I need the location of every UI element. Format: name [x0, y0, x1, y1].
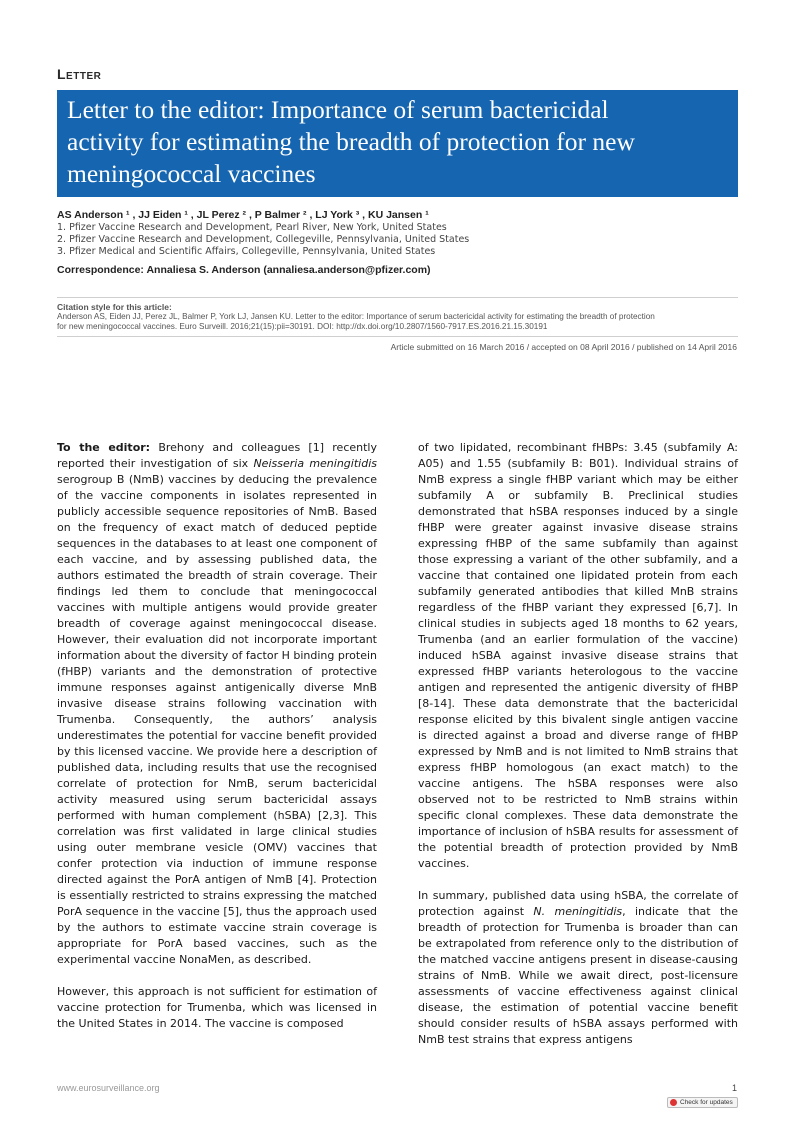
paragraph: However, this approach is not sufficient for estimation of vaccine protection for Trumenba, which was licensed in the United States in 2014. The vaccine is composed — [57, 985, 377, 1030]
article-dates: Article submitted on 16 March 2016 / accepted on 08 April 2016 / published on 14 April 2016 — [390, 342, 737, 352]
title-line: meningococcal vaccines — [67, 159, 316, 188]
divider — [57, 297, 738, 298]
body-column-left — [57, 440, 377, 1048]
affiliation: 3. Pfizer Medical and Scientific Affairs, Collegeville, Pennsylvania, United States — [57, 246, 436, 257]
affiliation: 2. Pfizer Vaccine Research and Development, Collegeville, Pennsylvania, United States — [57, 234, 470, 245]
title-line: activity for estimating the breadth of protection for new — [67, 127, 635, 156]
paragraph: To the editor: Brehony and colleagues [1] recently reported their investigation of six Neisseria meningitidis serogroup B (NmB) vaccines by deducing the prevalence of the vaccine components in isolates represented in publicly accessible sequence repositories of NmB. Based on the frequency of exact match of deduced peptide sequences in the databases to at least one component of each vaccine, and by assessing published data, the authors estimated the breadth of strain coverage. Their findings led them to conclude that meningococcal vaccines with multiple antigens would provide greater breadth of coverage against meningococcal disease. However, their evaluation did not incorporate important information about the diversity of factor H binding protein (fHBP) variants and the demonstration of protective immune responses against antigenically diverse MnB invasive disease strains following vaccination with Trumenba. Consequently, the authors’ analysis underestimates the potential for vaccine benefit provided by this licensed vaccine. We provide here a description of published data, including results that use the recognised correlate of protection for NmB, serum bactericidal activity measured using serum bactericidal assays performed with human complement (hSBA) [2,3]. This correlation was first validated in large clinical studies using outer membrane vesicle (OMV) vaccines that confer protection via induction of immune response directed against the PorA antigen of NmB [4]. Protection is essentially restricted to strains expressing the matched PorA sequence in the vaccine [5], thus the approach used by the authors to estimate vaccine strain coverage is appropriate for PorA based vaccines, such as the experimental vaccine NonaMen, as described. — [57, 441, 377, 966]
paragraph: of two lipidated, recombinant fHBPs: 3.45 (subfamily A: A05) and 1.55 (subfamily B: B01). Individual strains of NmB express a single fHBP variant which may be either subfamily A or subfamily B. Preclinical studies demonstrated that hSBA responses induced by a single fHBP were greater against invasive disease strains expressing fHBP of the same subfamily than against those expressing a variant of the other subfamily, and a vaccine that contained one lipidated protein from each subfamily generated antibodies that killed MnB strains regardless of the fHBP variant they expressed [6,7]. In clinical studies in subjects aged 18 months to 62 years, Trumenba (and an earlier formulation of the vaccine) induced hSBA against invasive disease strains that expressed fHBP variants heterologous to the vaccine antigen and represented the antigenic diversity of fHBP [8-14]. These data demonstrate that the bactericidal response elicited by this bivalent single antigen vaccine is directed against a broad and diverse range of fHBP expressed by NmB and is not limited to NmB strains that express fHBP homologous (an exact match) to the vaccine antigens. The hSBA responses were also observed not to be restricted to NmB strains within specific clonal complexes. These data demonstrate the importance of inclusion of hSBA results for assessment of the potential breadth of protection provided by NmB vaccines. — [418, 441, 738, 870]
check-updates-button[interactable] — [667, 1097, 738, 1108]
check-updates-label: Check for updates — [680, 1099, 733, 1106]
body-column-right — [418, 440, 738, 1064]
citation-text — [57, 312, 738, 332]
article-title — [57, 90, 738, 197]
section-label: Letter — [57, 66, 102, 82]
salutation: To the editor: — [57, 441, 151, 454]
page-number: 1 — [731, 1083, 737, 1093]
title-line: Letter to the editor: Importance of serum bactericidal — [67, 95, 609, 124]
divider — [57, 336, 738, 337]
affiliation: 1. Pfizer Vaccine Research and Development, Pearl River, New York, United States — [57, 222, 447, 233]
author-list: AS Anderson ¹ , JJ Eiden ¹ , JL Perez ² , P Balmer ² , LJ York ³ , KU Jansen ¹ — [57, 209, 429, 221]
update-check-icon — [670, 1099, 677, 1106]
citation-line: for new meningococcal vaccines. Euro Surveill. 2016;21(15):pii=30191. DOI: http://dx.doi.org/10.2807/1560-7917.ES.2016.21.15.30191 — [57, 322, 548, 331]
footer-url[interactable]: www.eurosurveillance.org — [57, 1083, 160, 1093]
citation-heading: Citation style for this article: — [57, 302, 172, 312]
correspondence: Correspondence: Annaliesa S. Anderson (annaliesa.anderson@pfizer.com) — [57, 264, 431, 276]
paragraph: In summary, published data using hSBA, the correlate of protection against N. meningitidis, indicate that the breadth of protection for Trumenba is broader than can be extrapolated from reference only to the distribution of the matched vaccine antigens present in disease-causing strains of NmB. While we await direct, post-licensure assessments of vaccine effectiveness against clinical disease, the estimation of potential vaccine benefit should consider results of hSBA assays performed with NmB test strains that express antigens — [418, 889, 738, 1046]
citation-line: Anderson AS, Eiden JJ, Perez JL, Balmer P, York LJ, Jansen KU. Letter to the editor: Importance of serum bactericidal activity for estimating the breadth of protection — [57, 312, 655, 321]
